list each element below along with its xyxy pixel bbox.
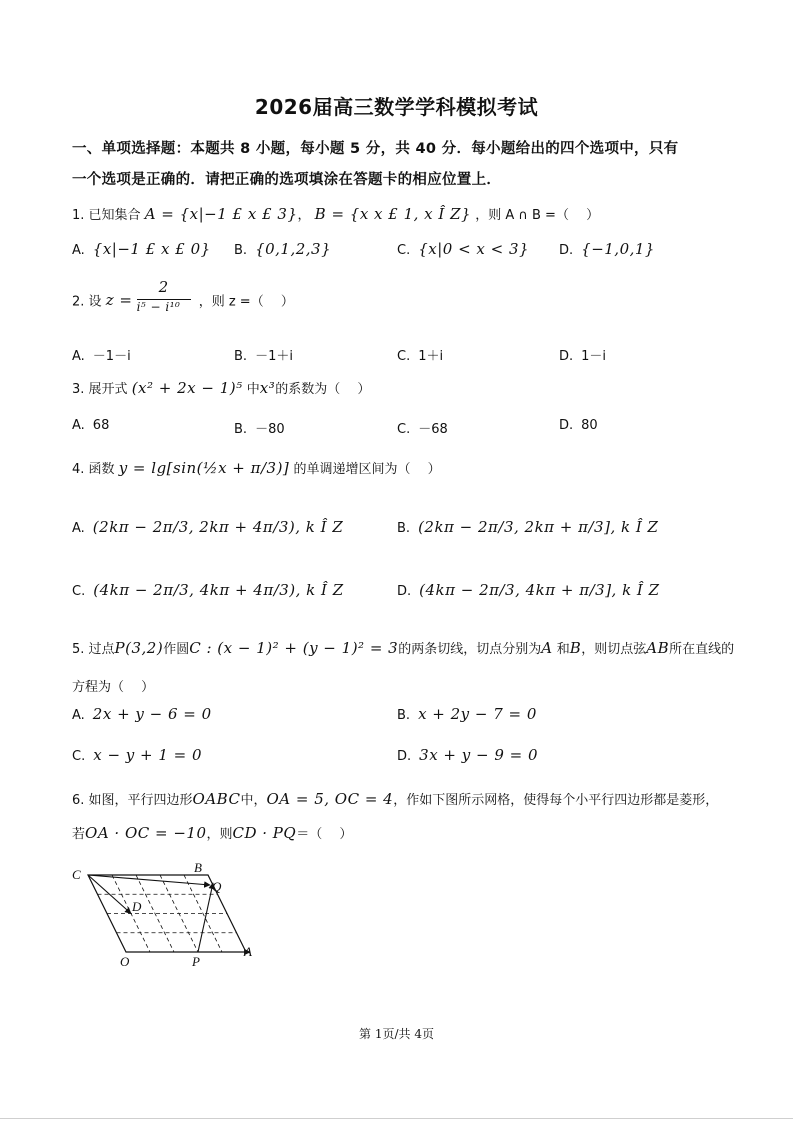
q3-option-a: A. 68 <box>72 418 110 433</box>
label-b: B <box>194 860 202 875</box>
section-instructions-line2: 一个选项是正确的．请把正确的选项填涂在答题卡的相应位置上． <box>72 172 502 188</box>
question-6-line2: 若OA · OC = −10，则CD · PQ＝（ ） <box>72 824 353 842</box>
q2-option-a: A. －1－i <box>72 349 131 364</box>
grid-horizontal-lines <box>98 894 237 933</box>
label-a: A <box>244 944 252 959</box>
q4-function: y = lg[sin(½x + π/3)] <box>118 459 290 477</box>
q2-fraction: $\frac{2}{\text{i⁵ − i¹⁰}}$ <box>137 280 195 320</box>
q3-expression: (x² + 2x − 1)⁵ <box>131 379 243 397</box>
label-d: D <box>132 899 142 914</box>
q1-option-d: D. {−1,0,1} <box>559 240 655 258</box>
question-6: 6. 如图，平行四边形OABC中，OA = 5, OC = 4，作如下图所示网格，使得每个小平行四边形都是菱形， <box>72 790 719 808</box>
q2-option-c: C. 1＋i <box>397 349 444 364</box>
page-title: 2026届高三数学学科模拟考试 <box>254 95 539 119</box>
q5-option-b: B. x + 2y − 7 = 0 <box>397 705 537 723</box>
vector-pq <box>198 883 213 952</box>
q2-lhs: z = <box>105 291 133 309</box>
label-o: O <box>120 954 130 969</box>
question-5-line2: 方程为（ ） <box>72 680 155 695</box>
question-4: 4. 函数 y = lg[sin(½x + π/3)] 的单调递增区间为（ ） <box>72 459 441 477</box>
q4-option-d: D. (4kπ − 2π/3, 4kπ + π/3], k Î Z <box>397 581 660 599</box>
q3-option-c: C. －68 <box>397 422 448 437</box>
q3-option-b: B. －80 <box>234 422 285 437</box>
label-p: P <box>192 954 200 969</box>
label-q: Q <box>212 879 222 894</box>
q1-suffix: ，则 A ∩ B =（ ） <box>475 208 600 223</box>
label-c: C <box>72 867 81 882</box>
q1-set-a: A = {x|−1 £ x £ 3} <box>144 205 298 223</box>
q4-option-c: C. (4kπ − 2π/3, 4kπ + 4π/3), k Î Z <box>72 581 344 599</box>
q1-prefix: 1. 已知集合 <box>72 208 141 223</box>
q4-option-a: A. (2kπ − 2π/3, 2kπ + 4π/3), k Î Z <box>72 518 344 536</box>
q1-option-a: A. {x|−1 £ x £ 0} <box>72 240 211 258</box>
q5-option-d: D. 3x + y − 9 = 0 <box>397 746 539 764</box>
vector-cd <box>88 875 131 914</box>
q5-option-a: A. 2x + y − 6 = 0 <box>72 705 212 723</box>
q2-option-b: B. －1＋i <box>234 349 293 364</box>
question-5: 5. 过点P(3,2)作圆C : (x − 1)² + (y − 1)² = 3的两条切线，切点分别为A 和B，则切点弦AB所在直线的 <box>72 639 735 657</box>
q1-option-b: B. {0,1,2,3} <box>234 240 332 258</box>
parallelogram-grid-figure <box>68 855 268 970</box>
question-3: 3. 展开式 (x² + 2x − 1)⁵ 中x³的系数为（ ） <box>72 379 371 397</box>
question-2: 2. 设 z = $\frac{2}{\text{i⁵ − i¹⁰}}$ ，则 z =（ ） <box>72 280 294 320</box>
q4-option-b: B. (2kπ − 2π/3, 2kπ + π/3], k Î Z <box>397 518 659 536</box>
q5-option-c: C. x − y + 1 = 0 <box>72 746 203 764</box>
q2-option-d: D. 1－i <box>559 349 607 364</box>
q1-set-b: B = {x x £ 1, x Î Z} <box>314 205 472 223</box>
q3-option-d: D. 80 <box>559 418 598 433</box>
page-footer: 第 1页/共 4页 <box>359 1027 434 1041</box>
q1-option-c: C. {x|0 < x < 3} <box>397 240 530 258</box>
q3-term: x³ <box>259 379 276 397</box>
vector-cq <box>88 875 210 885</box>
section-instructions-line1: 一、单项选择题：本题共 8 小题，每小题 5 分，共 40 分．每小题给出的四个选项中，只有 <box>72 141 679 157</box>
bottom-divider <box>0 1118 793 1119</box>
q1-sep: ， <box>297 208 311 223</box>
question-1 <box>72 204 599 223</box>
